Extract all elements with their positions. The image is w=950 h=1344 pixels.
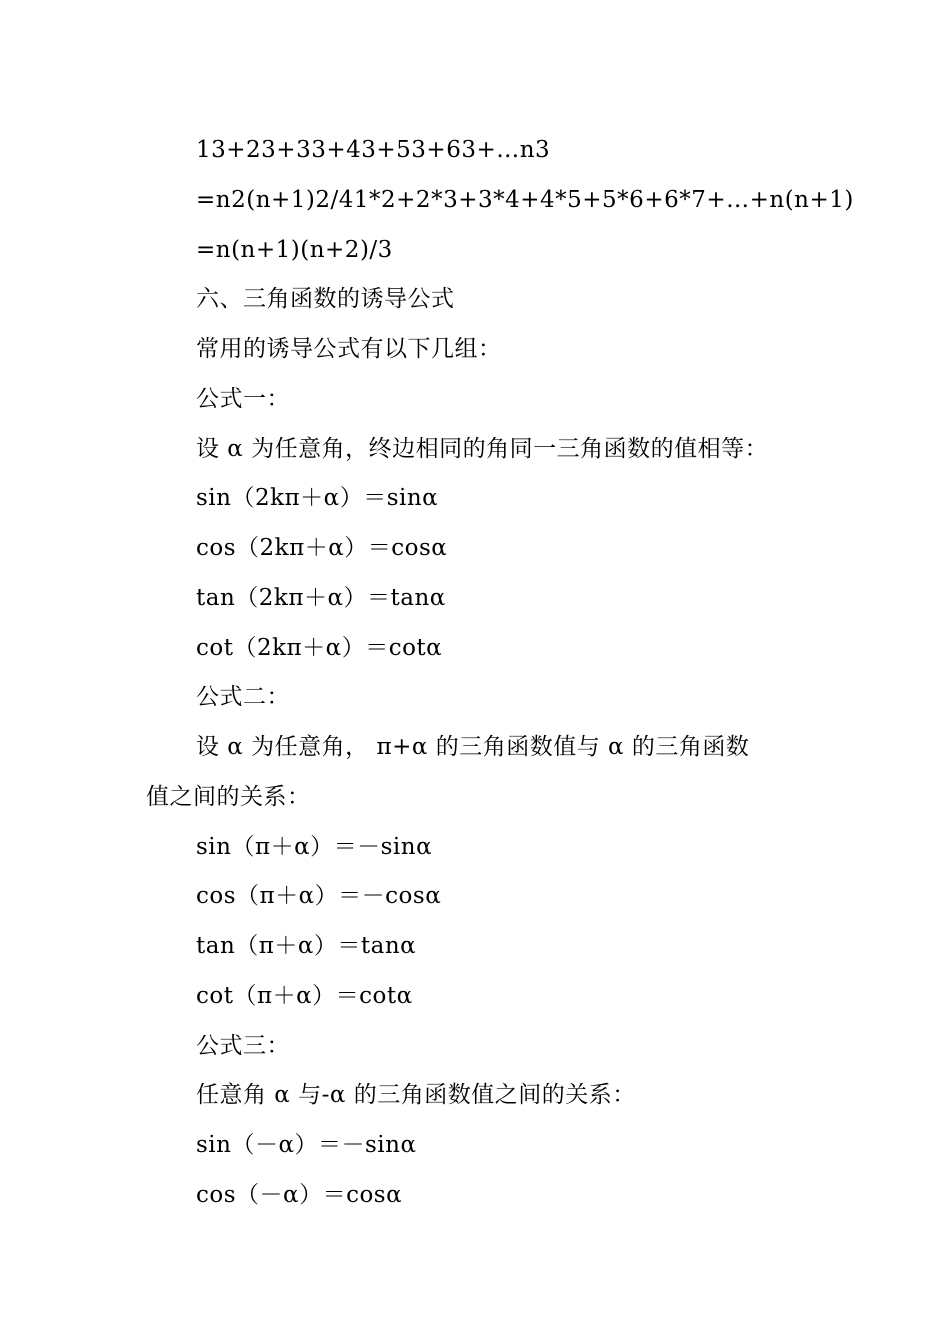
formula-line-cos-neg: cos（－α）＝cosα bbox=[196, 1182, 403, 1208]
text-line-product-formula: =n(n+1)(n+2)/3 bbox=[196, 237, 393, 263]
text-line-group-2-description-continued: 值之间的关系： bbox=[146, 784, 311, 810]
text-line-group-1-description: 设 α 为任意角，终边相同的角同一三角函数的值相等： bbox=[196, 436, 769, 462]
section-heading: 六、三角函数的诱导公式 bbox=[196, 286, 455, 312]
formula-line-cos-pi: cos（π＋α）＝－cosα bbox=[196, 883, 442, 909]
text-line-sum-formula: =n2(n+1)2/41*2+2*3+3*4+4*5+5*6+6*7+…+n(n+1) bbox=[196, 187, 854, 213]
formula-line-cot-pi: cot（π＋α）＝cotα bbox=[196, 983, 413, 1009]
text-line-group-3-description: 任意角 α 与-α 的三角函数值之间的关系： bbox=[196, 1082, 636, 1108]
formula-line-cot-2kpi: cot（2kπ＋α）＝cotα bbox=[196, 635, 443, 661]
formula-line-cos-2kpi: cos（2kπ＋α）＝cosα bbox=[196, 535, 448, 561]
formula-group-heading-1: 公式一： bbox=[196, 386, 290, 412]
text-line-sum-of-cubes: 13+23+33+43+53+63+…n3 bbox=[196, 137, 551, 163]
formula-line-tan-pi: tan（π＋α）＝tanα bbox=[196, 933, 417, 959]
text-line-intro: 常用的诱导公式有以下几组： bbox=[196, 336, 502, 362]
formula-group-heading-2: 公式二： bbox=[196, 684, 290, 710]
formula-line-tan-2kpi: tan（2kπ＋α）＝tanα bbox=[196, 585, 446, 611]
formula-line-sin-2kpi: sin（2kπ＋α）＝sinα bbox=[196, 485, 439, 511]
formula-line-sin-neg: sin（－α）＝－sinα bbox=[196, 1132, 417, 1158]
formula-group-heading-3: 公式三： bbox=[196, 1033, 290, 1059]
text-line-group-2-description: 设 α 为任意角， π+α 的三角函数值与 α 的三角函数 bbox=[196, 734, 750, 760]
formula-line-sin-pi: sin（π＋α）＝－sinα bbox=[196, 834, 433, 860]
